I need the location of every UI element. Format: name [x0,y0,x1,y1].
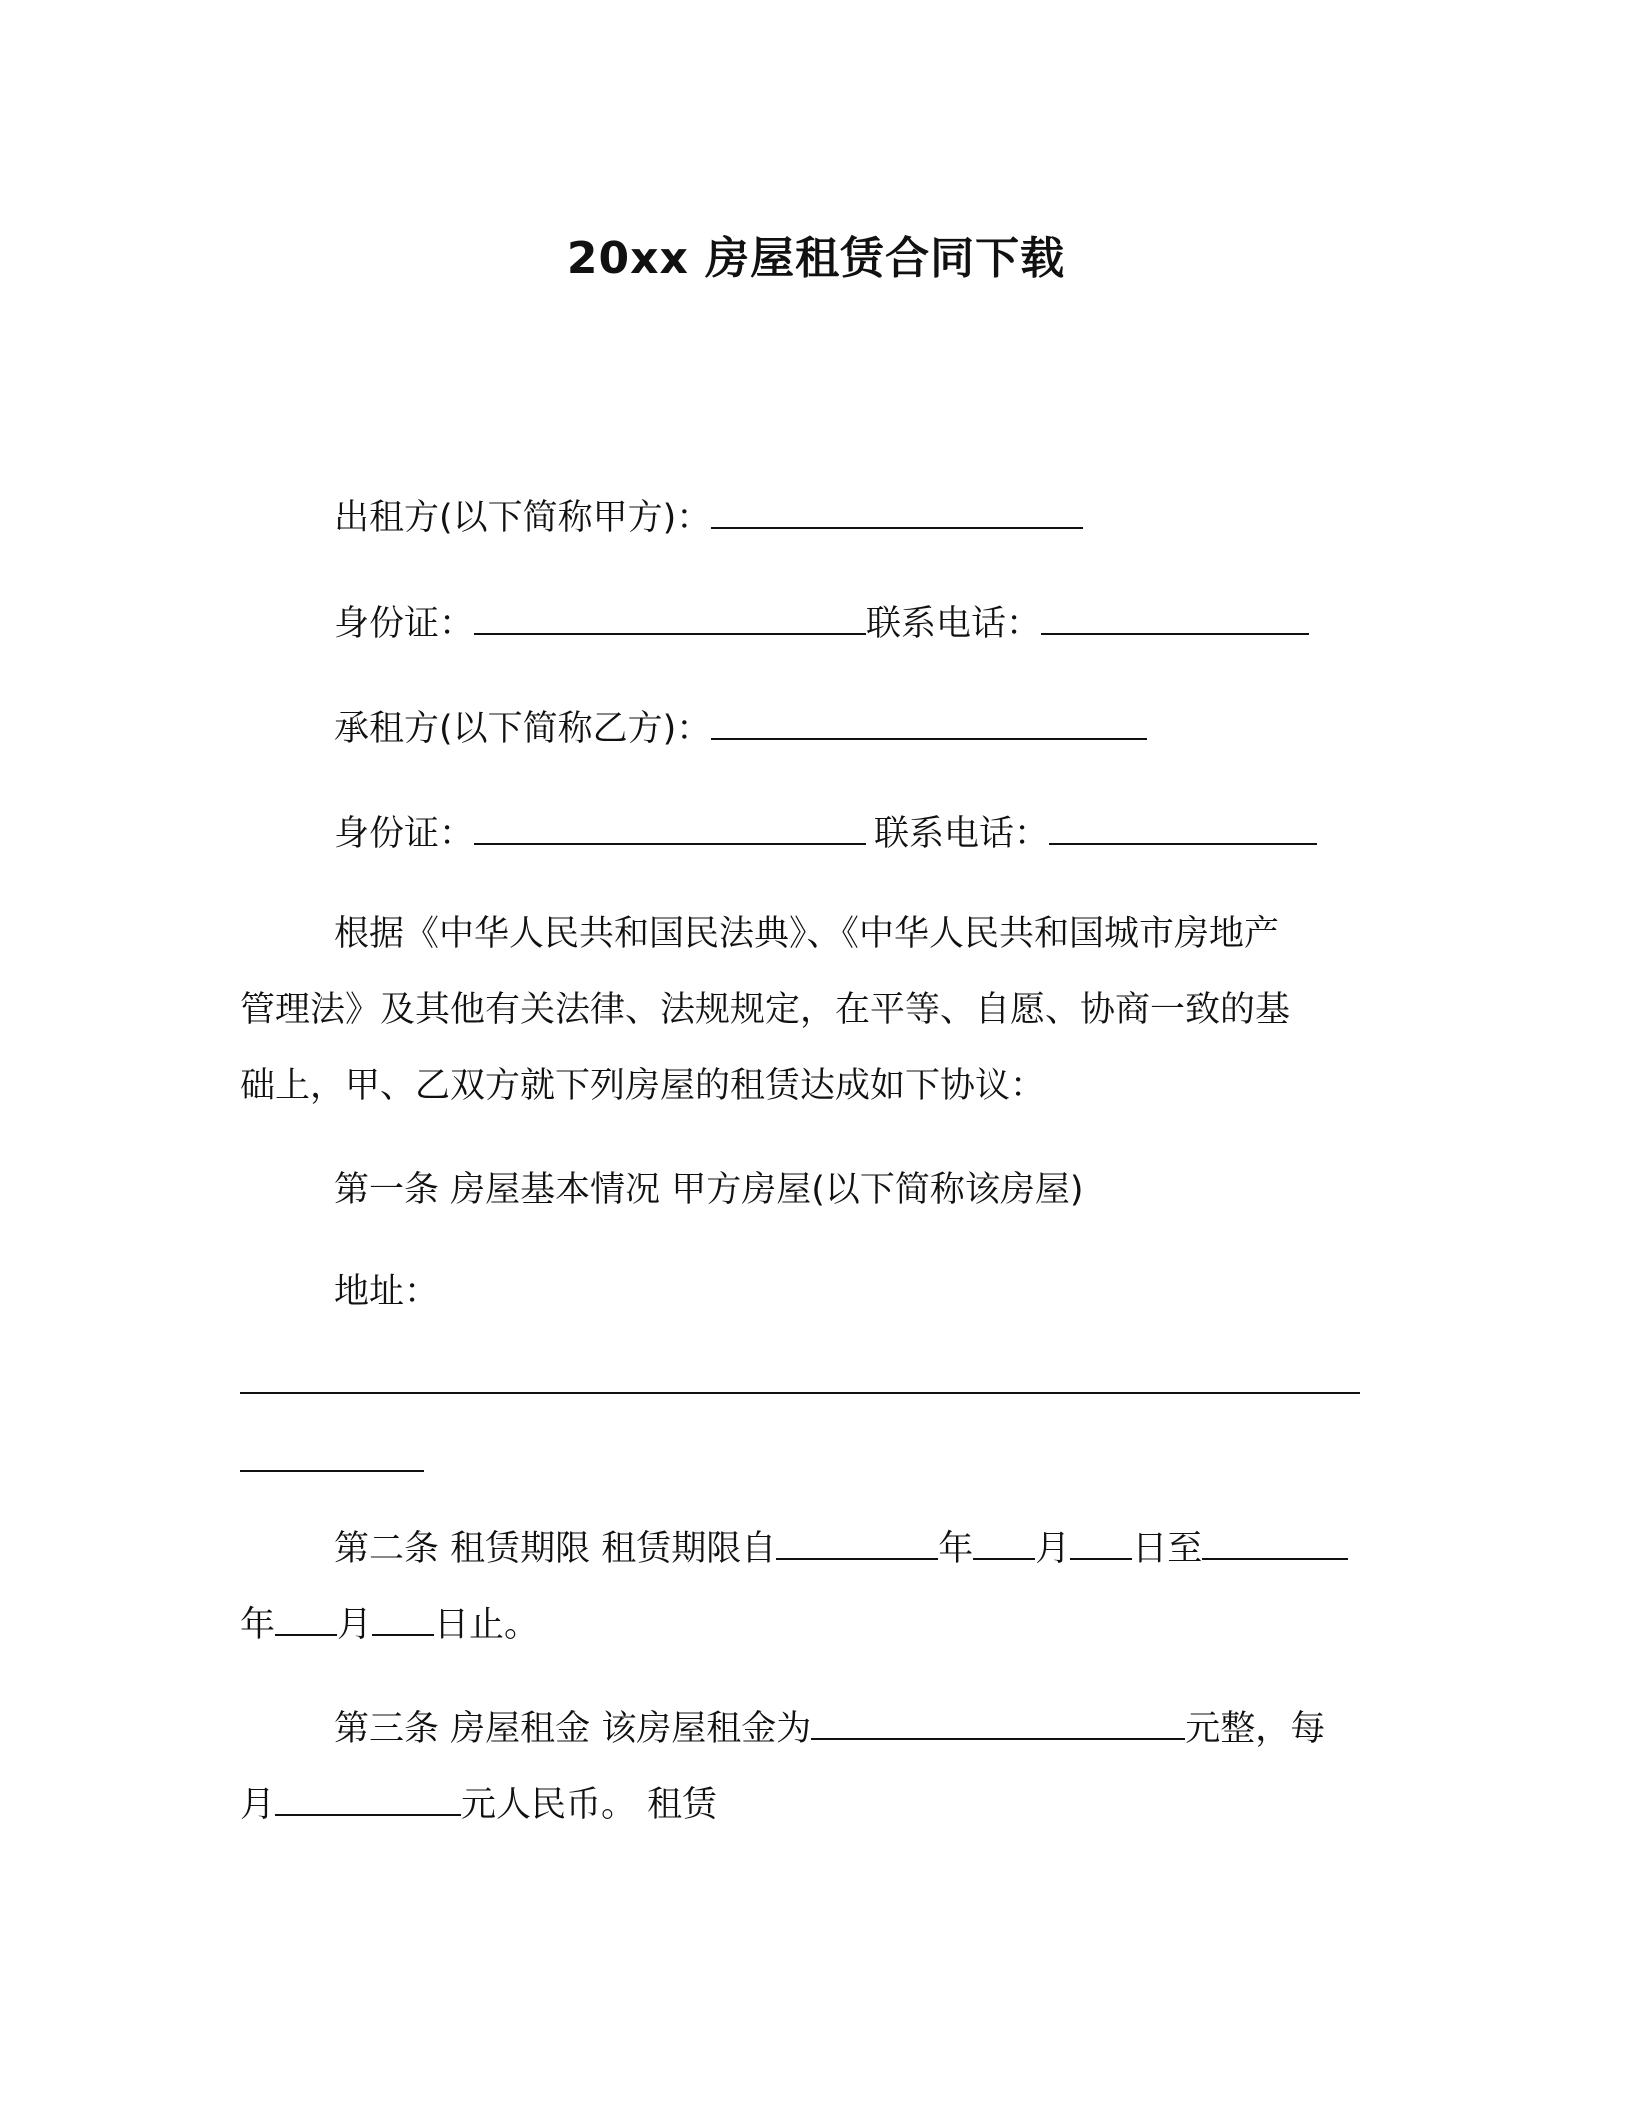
article-3-line-2 [240,1783,717,1827]
end-day-blank[interactable] [372,1604,434,1636]
basis-paragraph-line-2: 管理法》及其他有关法律、法规规定，在平等、自愿、协商一致的基 [240,990,1291,1030]
document-title: 20xx 房屋租赁合同下载 [566,233,1066,284]
lessor-id-blank[interactable] [474,603,866,635]
lessee-name-blank[interactable] [711,708,1147,740]
article-2-line-1 [334,1527,1348,1571]
start-year-blank[interactable] [776,1528,938,1560]
lessee-phone-blank[interactable] [1049,813,1317,845]
basis-paragraph-line-1: 根据《中华人民共和国民法典》、《中华人民共和国城市房地产 [334,914,1280,954]
basis-paragraph-line-3: 础上，甲、乙双方就下列房屋的租赁达成如下协议： [240,1066,1046,1106]
article-3-line-1 [334,1707,1325,1751]
lessee-contact-line [334,812,1317,856]
lessee-id-blank[interactable] [474,813,866,845]
article-3-label: 第三条 房屋租金 该房屋租金为 [334,1709,812,1749]
end-month-unit: 月 [337,1605,373,1645]
rent-month-label: 月 [240,1785,276,1825]
lessee-label: 承租方(以下简称乙方)： [334,709,712,749]
lessor-line [334,496,1083,540]
end-month-blank[interactable] [275,1604,337,1636]
start-month-unit: 月 [1035,1529,1071,1569]
lessee-phone-label: 联系电话： [874,814,1050,854]
rent-total-blank[interactable] [811,1708,1185,1740]
article-1-heading: 第一条 房屋基本情况 甲方房屋(以下简称该房屋) [334,1170,1084,1210]
lessor-id-label: 身份证： [334,604,475,644]
lessee-line [334,707,1147,751]
start-year-unit: 年 [938,1529,974,1569]
address-blank-line-2[interactable] [240,1470,424,1472]
start-day-unit: 日至 [1132,1529,1203,1569]
article-2-line-2 [240,1603,539,1647]
address-label: 地址： [334,1272,440,1312]
lessor-phone-label: 联系电话： [866,604,1042,644]
address-blank-line-1[interactable] [240,1392,1360,1394]
lessor-label: 出租方(以下简称甲方)： [334,498,712,538]
lessor-phone-blank[interactable] [1041,603,1309,635]
end-year-unit: 年 [240,1605,276,1645]
start-month-blank[interactable] [973,1528,1035,1560]
end-day-unit: 日止。 [434,1605,540,1645]
lessor-contact-line [334,602,1309,646]
end-year-blank[interactable] [1202,1528,1348,1560]
lessor-name-blank[interactable] [711,497,1083,529]
article-2-label: 第二条 租赁期限 租赁期限自 [334,1529,777,1569]
rent-monthly-blank[interactable] [275,1784,461,1816]
lessee-id-label: 身份证： [334,814,475,854]
rent-total-unit: 元整，每 [1185,1709,1326,1749]
rent-monthly-unit: 元人民币。 租赁 [461,1785,718,1825]
start-day-blank[interactable] [1070,1528,1132,1560]
